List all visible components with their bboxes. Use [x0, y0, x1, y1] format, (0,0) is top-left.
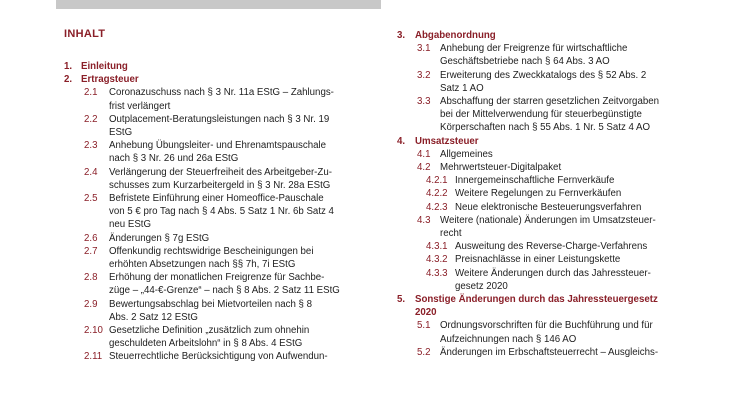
toc-entry-number: 4.3: [417, 214, 431, 226]
toc-entry-number: 4.2: [417, 162, 431, 174]
toc-entry: [64, 324, 384, 350]
toc-entry-text: Erweiterung des Zweckkatalogs des § 52 Abs. 2 Satz 1 AO: [440, 69, 647, 94]
toc-entry-text: Erhöhung der monatlichen Freigrenze für Sachbe- züge – „44-€-Grenze“ – nach § 8 Abs. 2 Satz 11 EStG: [109, 272, 340, 297]
toc-entry: [397, 253, 722, 266]
toc-entry-text: Coronazuschuss nach § 3 Nr. 11a EStG – Zahlungs- frist verlängert: [109, 87, 334, 112]
toc-entry: [64, 139, 384, 165]
toc-entry-text: Neue elektronische Besteuerungsverfahren: [455, 201, 642, 213]
toc-entry: [397, 214, 722, 240]
toc-entry-text: Bewertungsabschlag bei Mietvorteilen nach § 8 Abs. 2 Satz 12 EStG: [109, 298, 313, 323]
toc-entry: [397, 69, 722, 95]
toc-entry-number: 4.3.3: [426, 267, 448, 279]
toc-entry-text: Preisnachlässe in einer Leistungskette: [455, 254, 621, 266]
top-rule: [56, 0, 381, 9]
toc-entry-number: 1.: [64, 61, 73, 72]
toc-entry-number: 4.3.1: [426, 241, 448, 253]
toc-entry-number: 2.9: [84, 298, 98, 310]
toc-entry: [64, 271, 384, 297]
toc-entry-text: Weitere Änderungen durch das Jahressteuer- gesetz 2020: [455, 267, 651, 292]
toc-entry: [64, 86, 384, 112]
toc-entry-text: Umsatzsteuer: [415, 135, 479, 147]
toc-entry: [397, 293, 722, 319]
toc-entry-number: 3.: [397, 30, 406, 41]
toc-title: INHALT: [64, 28, 106, 40]
toc-entry-number: 5.: [397, 294, 406, 306]
toc-entry: [64, 350, 384, 363]
toc-entry-text: Outplacement-Beratungsleistungen nach § 3 Nr. 19 EStG: [109, 113, 330, 139]
toc-entry-text: Anhebung der Freigrenze für wirtschaftliche Geschäftsbetriebe nach § 64 Abs. 3 AO: [440, 43, 628, 68]
toc-entry-text: Mehrwertsteuer-Digitalpaket: [440, 162, 562, 174]
toc-entry-number: 4.2.2: [426, 188, 448, 200]
toc-entry-number: 5.1: [417, 320, 431, 332]
toc-entry-text: Änderungen § 7g EStG: [109, 232, 210, 244]
toc-entry-number: 2.2: [84, 113, 98, 125]
toc-entry: [397, 135, 722, 148]
toc-entry: [64, 113, 384, 139]
toc-entry: [397, 161, 722, 174]
toc-entry: [64, 73, 384, 86]
toc-entry-text: Verlängerung der Steuerfreiheit des Arbeitgeber-Zu- schusses zum Kurzarbeitergeld in § 3 Nr. 28a EStG: [109, 166, 332, 191]
toc-entry-text: Weitere Regelungen zu Fernverkäufen: [455, 188, 622, 200]
toc-entry-number: 2.7: [84, 245, 98, 257]
toc-entry: [397, 267, 722, 293]
toc-entry-text: Ausweitung des Reverse-Charge-Verfahrens: [455, 241, 648, 253]
toc-entry-number: 4.1: [417, 148, 431, 160]
toc-entry-text: Ordnungsvorschriften für die Buchführung und für Aufzeichnungen nach § 146 AO: [440, 320, 653, 345]
toc-entry: [397, 187, 722, 200]
toc-entry-number: 3.1: [417, 43, 431, 55]
toc-list-left: [64, 60, 384, 364]
toc-entry-number: 4.2.1: [426, 175, 448, 187]
toc-entry: [397, 148, 722, 161]
toc-entry-text: Abschaffung der starren gesetzlichen Zeitvorgaben bei der Mittelverwendung für steuerbegünstigte Körperschaften nach § 55 Abs. 1 Nr. 5 Satz 4 AO: [440, 96, 659, 134]
toc-entry-number: 2.6: [84, 232, 98, 244]
toc-entry: [397, 201, 722, 214]
toc-entry-text: Abgabenordnung: [415, 30, 496, 41]
toc-entry-text: Anhebung Übungsleiter- und Ehrenamtspauschale nach § 3 Nr. 26 und 26a EStG: [109, 140, 327, 165]
toc-entry-text: Einleitung: [81, 61, 128, 72]
toc-entry: [64, 166, 384, 192]
toc-entry: [397, 319, 722, 345]
toc-entry: [397, 29, 722, 42]
toc-entry-text: Allgemeines: [440, 148, 493, 160]
toc-entry-text: Weitere (nationale) Änderungen im Umsatzsteuer- recht: [440, 214, 656, 240]
toc-entry-text: Änderungen im Erbschaftsteuerrecht – Ausgleichs-: [440, 346, 659, 358]
toc-entry: [64, 298, 384, 324]
toc-entry: [397, 95, 722, 135]
toc-entry: [397, 174, 722, 187]
toc-entry: [64, 245, 384, 271]
toc-entry-number: 5.2: [417, 346, 431, 358]
toc-entry-number: 2.10: [84, 325, 103, 337]
toc-entry: [397, 42, 722, 68]
toc-entry-number: 4.: [397, 135, 406, 147]
toc-entry: [397, 346, 722, 359]
toc-entry: [397, 240, 722, 253]
toc-entry-number: 3.3: [417, 96, 431, 108]
toc-entry-number: 2.8: [84, 272, 98, 284]
toc-entry-number: 4.2.3: [426, 201, 448, 213]
toc-entry-number: 2.11: [84, 351, 103, 363]
toc-entry: [64, 232, 384, 245]
toc-entry-text: Steuerrechtliche Berücksichtigung von Aufwendun-: [109, 351, 328, 363]
toc-entry-number: 2.1: [84, 87, 98, 99]
toc-entry-number: 2.3: [84, 140, 98, 152]
toc-entry-text: Gesetzliche Definition „zusätzlich zum ohnehin geschuldeten Arbeitslohn“ in § 8 Abs. 4 EStG: [109, 325, 310, 350]
toc-entry-text: Befristete Einführung einer Homeoffice-Pauschale von 5 € pro Tag nach § 4 Abs. 5 Satz 1 Nr. 6b Satz 4 neu EStG: [109, 193, 334, 231]
toc-entry-text: Innergemeinschaftliche Fernverkäufe: [455, 175, 615, 187]
toc-entry-number: 2.4: [84, 166, 98, 178]
toc-entry-number: 3.2: [417, 69, 431, 81]
toc-entry-number: 4.3.2: [426, 254, 448, 266]
toc-list-right: [397, 29, 722, 359]
toc-entry: [64, 192, 384, 232]
toc-entry-text: Sonstige Änderungen durch das Jahressteuergesetz 2020: [415, 294, 658, 319]
toc-entry-text: Ertragsteuer: [81, 74, 139, 86]
toc-entry-number: 2.5: [84, 193, 98, 205]
toc-entry: [64, 60, 384, 73]
toc-entry-text: Offenkundig rechtswidrige Bescheinigungen bei erhöhten Absetzungen nach §§ 7h, 7i EStG: [109, 245, 314, 271]
toc-entry-number: 2.: [64, 74, 73, 86]
